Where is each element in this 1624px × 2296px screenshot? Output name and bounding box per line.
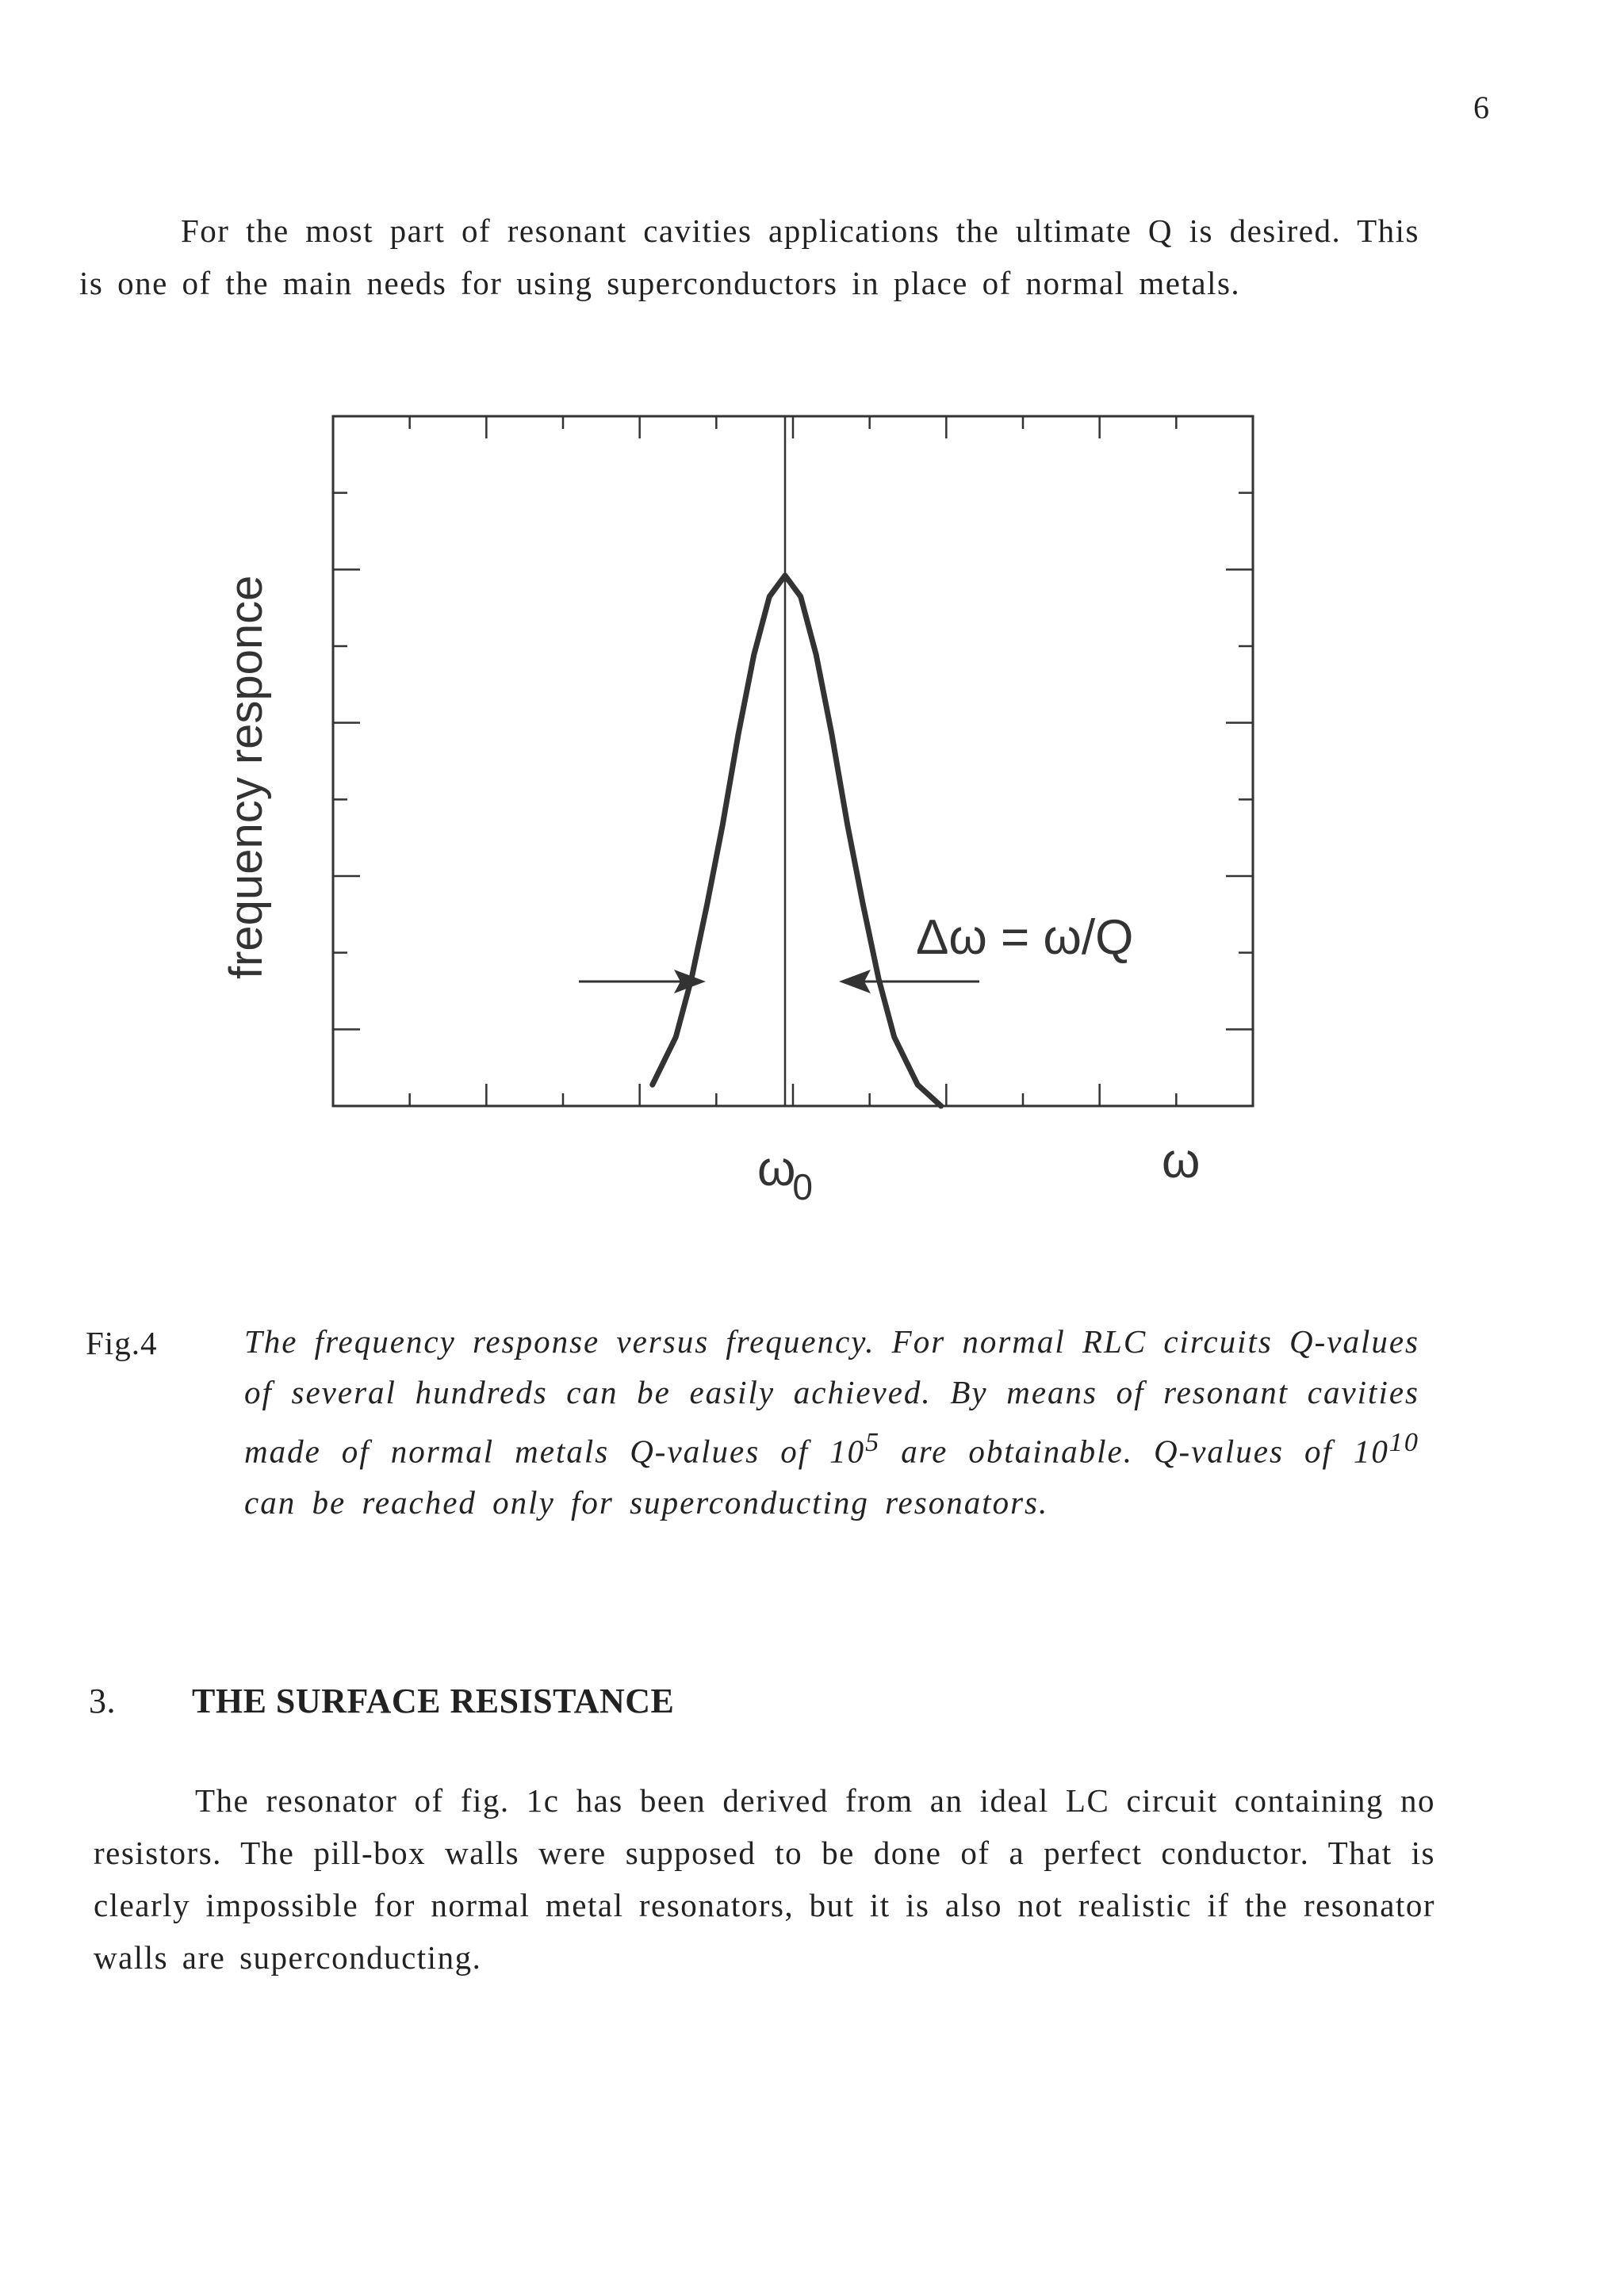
page-number: 6 — [1473, 90, 1489, 125]
resonance-curve — [653, 576, 941, 1106]
figure-label: Fig.4 — [86, 1325, 158, 1361]
chart-frame — [333, 416, 1253, 1106]
caption-exponent-5: 5 — [865, 1428, 881, 1457]
bandwidth-annotation: Δω = ω/Q — [916, 910, 1134, 965]
x-axis-label: ω — [1162, 1134, 1201, 1188]
caption-part-b: are obtainable. Q-values of 10 — [880, 1433, 1389, 1470]
section-heading — [89, 1681, 674, 1721]
tick-marks — [333, 416, 1253, 1106]
section-title: THE SURFACE RESISTANCE — [192, 1682, 675, 1720]
caption-part-c: can be reached only for superconducting resonators. — [244, 1483, 1049, 1521]
figure-caption — [244, 1316, 1419, 1528]
intro-paragraph: For the most part of resonant cavities applications the ultimate Q is desired. This is one of the main needs for using superconductors in place of normal metals. — [79, 212, 1419, 301]
y-axis-label: frequency responce — [220, 575, 272, 979]
caption-exponent-10: 10 — [1388, 1428, 1419, 1457]
frequency-response-figure — [198, 400, 1293, 1233]
section-number: 3. — [89, 1682, 116, 1720]
section-paragraph: The resonator of fig. 1c has been derived from an ideal LC circuit containing no resistors. The pill-box walls were supposed to be done of a perfect conductor. That is clearly impossible for normal metal resonators, but it is also not realistic if the resonator walls are superconducting. — [94, 1782, 1435, 1976]
frequency-response-chart — [198, 400, 1293, 1233]
omega-subscript: 0 — [792, 1166, 814, 1207]
omega-symbol: ω — [757, 1142, 796, 1196]
caption-part-a: The frequency response versus frequency. For normal RLC circuits Q-values of several hundreds can be easily achieved. By means of resonant cavities made of normal metals Q-values of 10 — [244, 1323, 1419, 1470]
x-center-label — [757, 1142, 813, 1207]
bandwidth-arrow-right — [839, 970, 979, 993]
